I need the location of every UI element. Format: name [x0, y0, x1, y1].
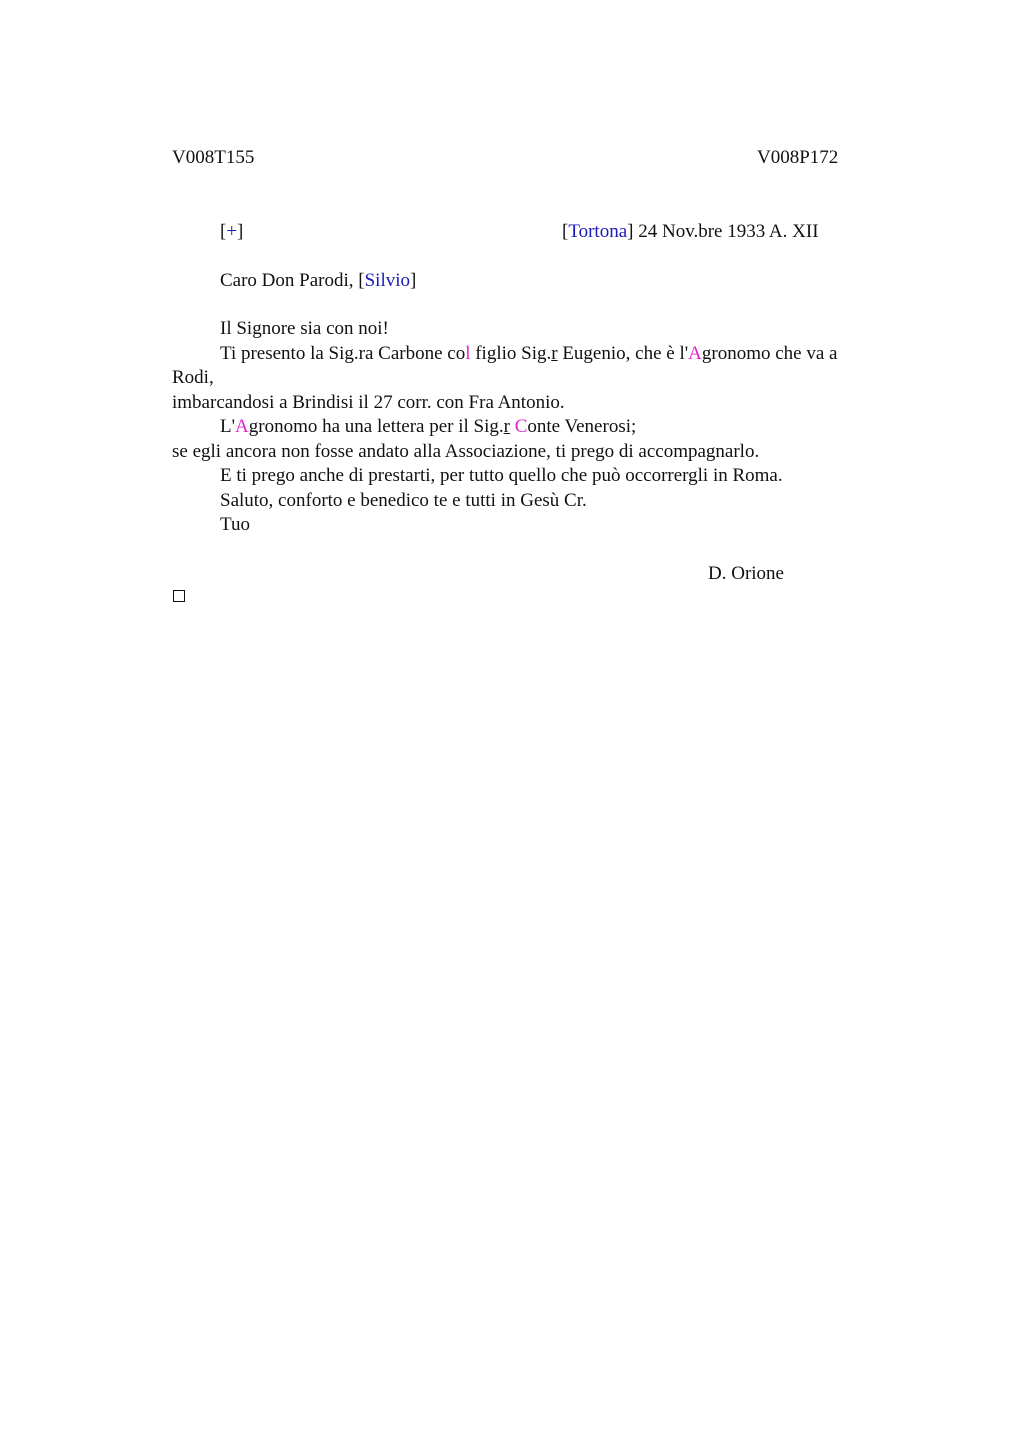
bracket: ] — [237, 221, 244, 242]
body-line-3: imbarcandosi a Brindisi il 27 corr. con Fra Antonio. — [172, 392, 565, 413]
cross-mark — [220, 220, 243, 244]
bracket: ] — [627, 221, 634, 242]
body-line-1: Il Signore sia con noi! — [220, 318, 389, 339]
text-segment: Ti presento la Sig.ra Carbone co — [220, 343, 466, 364]
body-line-2 — [220, 342, 837, 366]
salutation — [220, 269, 416, 293]
underlined-abbrev: r — [503, 416, 510, 437]
text-segment: figlio Sig. — [470, 343, 552, 364]
text-segment: L' — [220, 416, 236, 437]
salutation-text: Caro Don Parodi, — [220, 270, 359, 291]
place-name: Tortona — [568, 221, 628, 242]
text-segment: gronomo ha una lettera per il Sig. — [248, 416, 504, 437]
correction-mark: A — [235, 416, 249, 437]
end-of-document-box — [173, 590, 185, 602]
bracket: [ — [220, 221, 227, 242]
body-line-6: E ti prego anche di prestarti, per tutto quello che può occorrergli in Roma. — [220, 465, 783, 486]
underlined-abbrev: r — [551, 343, 558, 364]
body-line-2-continued: Rodi, — [172, 367, 214, 388]
date-text: 24 Nov.bre 1933 A. XII — [633, 221, 819, 242]
bracket: ] — [410, 270, 417, 291]
bracket: [ — [358, 270, 365, 291]
text-segment: Eugenio, che è l' — [557, 343, 689, 364]
closing: Tuo — [220, 514, 250, 535]
text-segment: gronomo che va a — [701, 343, 838, 364]
bracket: [ — [562, 221, 569, 242]
recipient-name: Silvio — [364, 270, 410, 291]
text-segment: onte Venerosi; — [527, 416, 637, 437]
body-line-7: Saluto, conforto e benedico te e tutti in Gesù Cr. — [220, 490, 587, 511]
body-line-5: se egli ancora non fosse andato alla Associazione, ti prego di accompagnarlo. — [172, 441, 760, 462]
document-code-right: V008P172 — [757, 147, 839, 168]
correction-mark: C — [514, 416, 528, 437]
cross-symbol: + — [226, 221, 238, 242]
body-line-4 — [220, 415, 636, 439]
correction-mark: l — [465, 343, 471, 364]
place-date — [562, 220, 819, 244]
document-code-left: V008T155 — [172, 147, 255, 168]
correction-mark: A — [688, 343, 702, 364]
signature: D. Orione — [708, 563, 784, 584]
